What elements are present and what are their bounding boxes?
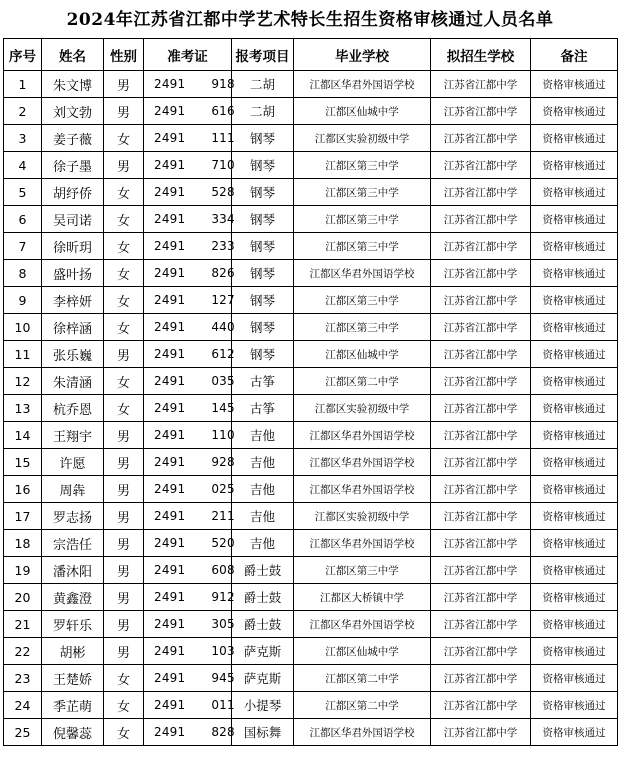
cell-note: 资格审核通过 bbox=[531, 557, 618, 584]
table-row bbox=[4, 530, 618, 557]
header-target-school: 拟招生学校 bbox=[431, 39, 531, 71]
table-row bbox=[4, 206, 618, 233]
header-graduate-school: 毕业学校 bbox=[294, 39, 431, 71]
exam-number-prefix: 2491 bbox=[154, 185, 186, 199]
exam-number-prefix: 2491 bbox=[154, 536, 186, 550]
exam-number-prefix: 2491 bbox=[154, 428, 186, 442]
cell-subject: 二胡 bbox=[232, 98, 294, 125]
table-row bbox=[4, 719, 618, 746]
cell-target-school: 江苏省江都中学 bbox=[431, 665, 531, 692]
cell-no: 7 bbox=[4, 233, 42, 260]
cell-graduate-school: 江都区华君外国语学校 bbox=[294, 611, 431, 638]
cell-note: 资格审核通过 bbox=[531, 71, 618, 98]
exam-number-prefix: 2491 bbox=[154, 77, 186, 91]
cell-name: 徐梓涵 bbox=[42, 314, 104, 341]
cell-no: 14 bbox=[4, 422, 42, 449]
exam-number-suffix: 945 bbox=[211, 671, 235, 685]
cell-graduate-school: 江都区第三中学 bbox=[294, 233, 431, 260]
cell-note: 资格审核通过 bbox=[531, 179, 618, 206]
cell-subject: 爵士鼓 bbox=[232, 557, 294, 584]
exam-number-suffix: 826 bbox=[211, 266, 235, 280]
cell-exam-number bbox=[144, 206, 235, 233]
cell-target-school: 江苏省江都中学 bbox=[431, 611, 531, 638]
cell-exam-number bbox=[144, 152, 235, 179]
cell-exam-number bbox=[144, 665, 235, 692]
cell-gender: 男 bbox=[104, 530, 144, 557]
cell-target-school: 江苏省江都中学 bbox=[431, 719, 531, 746]
cell-note: 资格审核通过 bbox=[531, 719, 618, 746]
cell-graduate-school: 江都区第三中学 bbox=[294, 179, 431, 206]
cell-exam-number bbox=[144, 125, 235, 152]
exam-number-suffix: 710 bbox=[211, 158, 235, 172]
exam-number-suffix: 440 bbox=[211, 320, 235, 334]
cell-note: 资格审核通过 bbox=[531, 692, 618, 719]
cell-exam-number bbox=[144, 287, 235, 314]
exam-number-suffix: 127 bbox=[211, 293, 235, 307]
cell-name: 盛叶扬 bbox=[42, 260, 104, 287]
cell-name: 徐昕玥 bbox=[42, 233, 104, 260]
cell-gender: 男 bbox=[104, 98, 144, 125]
cell-graduate-school: 江都区大桥镇中学 bbox=[294, 584, 431, 611]
exam-number-prefix: 2491 bbox=[154, 644, 186, 658]
cell-target-school: 江苏省江都中学 bbox=[431, 125, 531, 152]
cell-graduate-school: 江都区华君外国语学校 bbox=[294, 449, 431, 476]
cell-note: 资格审核通过 bbox=[531, 260, 618, 287]
cell-gender: 男 bbox=[104, 584, 144, 611]
exam-number-prefix: 2491 bbox=[154, 698, 186, 712]
table-row bbox=[4, 476, 618, 503]
table-row bbox=[4, 152, 618, 179]
cell-note: 资格审核通过 bbox=[531, 611, 618, 638]
cell-no: 9 bbox=[4, 287, 42, 314]
cell-exam-number bbox=[144, 233, 235, 260]
table-row bbox=[4, 557, 618, 584]
cell-gender: 男 bbox=[104, 503, 144, 530]
cell-no: 24 bbox=[4, 692, 42, 719]
cell-exam-number bbox=[144, 98, 235, 125]
cell-gender: 男 bbox=[104, 422, 144, 449]
cell-graduate-school: 江都区华君外国语学校 bbox=[294, 71, 431, 98]
cell-subject: 钢琴 bbox=[232, 287, 294, 314]
cell-no: 18 bbox=[4, 530, 42, 557]
cell-name: 杭乔恩 bbox=[42, 395, 104, 422]
cell-gender: 男 bbox=[104, 449, 144, 476]
cell-gender: 女 bbox=[104, 179, 144, 206]
cell-target-school: 江苏省江都中学 bbox=[431, 341, 531, 368]
table-row bbox=[4, 611, 618, 638]
cell-gender: 女 bbox=[104, 260, 144, 287]
cell-exam-number bbox=[144, 422, 235, 449]
cell-subject: 钢琴 bbox=[232, 314, 294, 341]
table-row bbox=[4, 233, 618, 260]
cell-name: 罗志扬 bbox=[42, 503, 104, 530]
cell-subject: 小提琴 bbox=[232, 692, 294, 719]
cell-graduate-school: 江都区第二中学 bbox=[294, 368, 431, 395]
cell-graduate-school: 江都区华君外国语学校 bbox=[294, 422, 431, 449]
table-row bbox=[4, 422, 618, 449]
cell-graduate-school: 江都区仙城中学 bbox=[294, 341, 431, 368]
cell-name: 罗轩乐 bbox=[42, 611, 104, 638]
cell-note: 资格审核通过 bbox=[531, 341, 618, 368]
cell-note: 资格审核通过 bbox=[531, 638, 618, 665]
header-subject: 报考项目 bbox=[232, 39, 294, 71]
cell-subject: 钢琴 bbox=[232, 341, 294, 368]
cell-name: 季芷萌 bbox=[42, 692, 104, 719]
exam-number-suffix: 612 bbox=[211, 347, 235, 361]
cell-subject: 古筝 bbox=[232, 395, 294, 422]
exam-number-prefix: 2491 bbox=[154, 482, 186, 496]
cell-target-school: 江苏省江都中学 bbox=[431, 692, 531, 719]
cell-graduate-school: 江都区仙城中学 bbox=[294, 638, 431, 665]
cell-name: 张乐巍 bbox=[42, 341, 104, 368]
cell-exam-number bbox=[144, 611, 235, 638]
cell-target-school: 江苏省江都中学 bbox=[431, 233, 531, 260]
cell-name: 黄鑫澄 bbox=[42, 584, 104, 611]
cell-note: 资格审核通过 bbox=[531, 206, 618, 233]
cell-no: 25 bbox=[4, 719, 42, 746]
cell-name: 许愿 bbox=[42, 449, 104, 476]
cell-exam-number bbox=[144, 314, 235, 341]
cell-gender: 男 bbox=[104, 557, 144, 584]
cell-note: 资格审核通过 bbox=[531, 530, 618, 557]
cell-no: 12 bbox=[4, 368, 42, 395]
exam-number-prefix: 2491 bbox=[154, 266, 186, 280]
exam-number-prefix: 2491 bbox=[154, 725, 186, 739]
cell-exam-number bbox=[144, 71, 235, 98]
table-row bbox=[4, 71, 618, 98]
table-row bbox=[4, 503, 618, 530]
cell-name: 徐子墨 bbox=[42, 152, 104, 179]
cell-name: 倪馨蕊 bbox=[42, 719, 104, 746]
cell-note: 资格审核通过 bbox=[531, 476, 618, 503]
cell-target-school: 江苏省江都中学 bbox=[431, 395, 531, 422]
exam-number-suffix: 211 bbox=[211, 509, 235, 523]
exam-number-suffix: 828 bbox=[211, 725, 235, 739]
cell-exam-number bbox=[144, 260, 235, 287]
table-row bbox=[4, 665, 618, 692]
cell-graduate-school: 江都区华君外国语学校 bbox=[294, 476, 431, 503]
cell-no: 15 bbox=[4, 449, 42, 476]
cell-gender: 男 bbox=[104, 71, 144, 98]
header-no: 序号 bbox=[4, 39, 42, 71]
cell-subject: 钢琴 bbox=[232, 260, 294, 287]
cell-no: 4 bbox=[4, 152, 42, 179]
exam-number-prefix: 2491 bbox=[154, 455, 186, 469]
exam-number-prefix: 2491 bbox=[154, 617, 186, 631]
cell-subject: 萨克斯 bbox=[232, 638, 294, 665]
cell-subject: 吉他 bbox=[232, 422, 294, 449]
cell-name: 刘文勃 bbox=[42, 98, 104, 125]
cell-gender: 男 bbox=[104, 341, 144, 368]
cell-subject: 吉他 bbox=[232, 449, 294, 476]
cell-exam-number bbox=[144, 503, 235, 530]
exam-number-prefix: 2491 bbox=[154, 158, 186, 172]
cell-target-school: 江苏省江都中学 bbox=[431, 530, 531, 557]
cell-exam-number bbox=[144, 530, 235, 557]
exam-number-suffix: 616 bbox=[211, 104, 235, 118]
exam-number-suffix: 912 bbox=[211, 590, 235, 604]
table-body bbox=[4, 71, 618, 746]
cell-exam-number bbox=[144, 719, 235, 746]
exam-number-prefix: 2491 bbox=[154, 239, 186, 253]
table-row bbox=[4, 449, 618, 476]
cell-subject: 钢琴 bbox=[232, 206, 294, 233]
cell-target-school: 江苏省江都中学 bbox=[431, 287, 531, 314]
cell-target-school: 江苏省江都中学 bbox=[431, 152, 531, 179]
cell-graduate-school: 江都区第三中学 bbox=[294, 152, 431, 179]
exam-number-prefix: 2491 bbox=[154, 590, 186, 604]
cell-note: 资格审核通过 bbox=[531, 125, 618, 152]
cell-gender: 女 bbox=[104, 287, 144, 314]
header-gender: 性别 bbox=[104, 39, 144, 71]
cell-target-school: 江苏省江都中学 bbox=[431, 476, 531, 503]
exam-number-prefix: 2491 bbox=[154, 347, 186, 361]
cell-gender: 女 bbox=[104, 692, 144, 719]
cell-exam-number bbox=[144, 368, 235, 395]
cell-name: 王翔宇 bbox=[42, 422, 104, 449]
cell-graduate-school: 江都区华君外国语学校 bbox=[294, 719, 431, 746]
cell-target-school: 江苏省江都中学 bbox=[431, 449, 531, 476]
cell-subject: 吉他 bbox=[232, 476, 294, 503]
exam-number-prefix: 2491 bbox=[154, 131, 186, 145]
cell-target-school: 江苏省江都中学 bbox=[431, 638, 531, 665]
exam-number-suffix: 035 bbox=[211, 374, 235, 388]
cell-no: 2 bbox=[4, 98, 42, 125]
table-row bbox=[4, 179, 618, 206]
table-row bbox=[4, 638, 618, 665]
cell-exam-number bbox=[144, 449, 235, 476]
cell-gender: 女 bbox=[104, 665, 144, 692]
cell-name: 朱清涵 bbox=[42, 368, 104, 395]
cell-exam-number bbox=[144, 584, 235, 611]
table-row bbox=[4, 125, 618, 152]
cell-name: 吴司诺 bbox=[42, 206, 104, 233]
cell-subject: 国标舞 bbox=[232, 719, 294, 746]
exam-number-prefix: 2491 bbox=[154, 401, 186, 415]
cell-name: 李梓妍 bbox=[42, 287, 104, 314]
exam-number-prefix: 2491 bbox=[154, 293, 186, 307]
cell-note: 资格审核通过 bbox=[531, 98, 618, 125]
cell-subject: 萨克斯 bbox=[232, 665, 294, 692]
cell-subject: 钢琴 bbox=[232, 152, 294, 179]
cell-target-school: 江苏省江都中学 bbox=[431, 98, 531, 125]
cell-no: 21 bbox=[4, 611, 42, 638]
cell-no: 8 bbox=[4, 260, 42, 287]
cell-subject: 爵士鼓 bbox=[232, 611, 294, 638]
cell-note: 资格审核通过 bbox=[531, 368, 618, 395]
cell-graduate-school: 江都区仙城中学 bbox=[294, 98, 431, 125]
cell-graduate-school: 江都区第三中学 bbox=[294, 557, 431, 584]
cell-target-school: 江苏省江都中学 bbox=[431, 179, 531, 206]
cell-exam-number bbox=[144, 341, 235, 368]
cell-graduate-school: 江都区第三中学 bbox=[294, 287, 431, 314]
cell-no: 23 bbox=[4, 665, 42, 692]
exam-number-suffix: 233 bbox=[211, 239, 235, 253]
exam-number-prefix: 2491 bbox=[154, 104, 186, 118]
cell-note: 资格审核通过 bbox=[531, 314, 618, 341]
exam-number-suffix: 334 bbox=[211, 212, 235, 226]
cell-name: 王楚娇 bbox=[42, 665, 104, 692]
cell-subject: 钢琴 bbox=[232, 179, 294, 206]
cell-graduate-school: 江都区第三中学 bbox=[294, 206, 431, 233]
cell-gender: 女 bbox=[104, 206, 144, 233]
cell-note: 资格审核通过 bbox=[531, 152, 618, 179]
exam-number-suffix: 928 bbox=[211, 455, 235, 469]
cell-subject: 吉他 bbox=[232, 530, 294, 557]
exam-number-suffix: 305 bbox=[211, 617, 235, 631]
cell-gender: 女 bbox=[104, 719, 144, 746]
cell-no: 20 bbox=[4, 584, 42, 611]
table-row bbox=[4, 314, 618, 341]
cell-no: 10 bbox=[4, 314, 42, 341]
cell-graduate-school: 江都区实验初级中学 bbox=[294, 125, 431, 152]
cell-exam-number bbox=[144, 476, 235, 503]
table-row bbox=[4, 287, 618, 314]
cell-gender: 女 bbox=[104, 368, 144, 395]
exam-number-prefix: 2491 bbox=[154, 509, 186, 523]
exam-number-suffix: 608 bbox=[211, 563, 235, 577]
cell-exam-number bbox=[144, 179, 235, 206]
cell-target-school: 江苏省江都中学 bbox=[431, 557, 531, 584]
exam-number-suffix: 011 bbox=[211, 698, 235, 712]
cell-no: 3 bbox=[4, 125, 42, 152]
cell-gender: 男 bbox=[104, 152, 144, 179]
cell-no: 11 bbox=[4, 341, 42, 368]
cell-target-school: 江苏省江都中学 bbox=[431, 503, 531, 530]
cell-gender: 男 bbox=[104, 611, 144, 638]
cell-gender: 女 bbox=[104, 395, 144, 422]
cell-target-school: 江苏省江都中学 bbox=[431, 584, 531, 611]
cell-subject: 钢琴 bbox=[232, 125, 294, 152]
cell-subject: 吉他 bbox=[232, 503, 294, 530]
cell-target-school: 江苏省江都中学 bbox=[431, 422, 531, 449]
cell-subject: 二胡 bbox=[232, 71, 294, 98]
cell-target-school: 江苏省江都中学 bbox=[431, 260, 531, 287]
exam-number-suffix: 025 bbox=[211, 482, 235, 496]
cell-no: 5 bbox=[4, 179, 42, 206]
cell-exam-number bbox=[144, 692, 235, 719]
cell-target-school: 江苏省江都中学 bbox=[431, 368, 531, 395]
cell-note: 资格审核通过 bbox=[531, 449, 618, 476]
cell-note: 资格审核通过 bbox=[531, 233, 618, 260]
cell-no: 16 bbox=[4, 476, 42, 503]
cell-name: 姜子薇 bbox=[42, 125, 104, 152]
table-row bbox=[4, 98, 618, 125]
cell-note: 资格审核通过 bbox=[531, 503, 618, 530]
cell-target-school: 江苏省江都中学 bbox=[431, 206, 531, 233]
cell-exam-number bbox=[144, 557, 235, 584]
cell-no: 1 bbox=[4, 71, 42, 98]
header-note: 备注 bbox=[531, 39, 618, 71]
document-title: 2024年江苏省江都中学艺术特长生招生资格审核通过人员名单 bbox=[66, 10, 554, 30]
table-row bbox=[4, 341, 618, 368]
cell-graduate-school: 江都区华君外国语学校 bbox=[294, 530, 431, 557]
exam-number-prefix: 2491 bbox=[154, 320, 186, 334]
cell-gender: 女 bbox=[104, 314, 144, 341]
header-exam-number: 准考证 bbox=[144, 39, 232, 71]
table-row bbox=[4, 260, 618, 287]
cell-exam-number bbox=[144, 638, 235, 665]
cell-exam-number bbox=[144, 395, 235, 422]
exam-number-suffix: 528 bbox=[211, 185, 235, 199]
table-row bbox=[4, 368, 618, 395]
cell-no: 22 bbox=[4, 638, 42, 665]
cell-note: 资格审核通过 bbox=[531, 395, 618, 422]
admission-table bbox=[3, 38, 618, 746]
exam-number-suffix: 111 bbox=[211, 131, 235, 145]
table-header-row bbox=[4, 39, 618, 71]
cell-gender: 女 bbox=[104, 125, 144, 152]
cell-no: 13 bbox=[4, 395, 42, 422]
table-row bbox=[4, 584, 618, 611]
exam-number-suffix: 103 bbox=[211, 644, 235, 658]
cell-graduate-school: 江都区第二中学 bbox=[294, 692, 431, 719]
table-row bbox=[4, 692, 618, 719]
cell-graduate-school: 江都区第三中学 bbox=[294, 314, 431, 341]
cell-name: 潘沐阳 bbox=[42, 557, 104, 584]
exam-number-prefix: 2491 bbox=[154, 671, 186, 685]
table-row bbox=[4, 395, 618, 422]
cell-name: 朱文博 bbox=[42, 71, 104, 98]
exam-number-suffix: 918 bbox=[211, 77, 235, 91]
cell-no: 6 bbox=[4, 206, 42, 233]
cell-name: 胡纾侨 bbox=[42, 179, 104, 206]
cell-graduate-school: 江都区实验初级中学 bbox=[294, 503, 431, 530]
exam-number-suffix: 145 bbox=[211, 401, 235, 415]
cell-gender: 男 bbox=[104, 476, 144, 503]
cell-note: 资格审核通过 bbox=[531, 287, 618, 314]
cell-target-school: 江苏省江都中学 bbox=[431, 314, 531, 341]
cell-no: 17 bbox=[4, 503, 42, 530]
cell-note: 资格审核通过 bbox=[531, 665, 618, 692]
cell-target-school: 江苏省江都中学 bbox=[431, 71, 531, 98]
cell-name: 周犇 bbox=[42, 476, 104, 503]
cell-subject: 古筝 bbox=[232, 368, 294, 395]
cell-subject: 爵士鼓 bbox=[232, 584, 294, 611]
cell-gender: 女 bbox=[104, 233, 144, 260]
cell-note: 资格审核通过 bbox=[531, 584, 618, 611]
exam-number-suffix: 520 bbox=[211, 536, 235, 550]
cell-gender: 男 bbox=[104, 638, 144, 665]
exam-number-prefix: 2491 bbox=[154, 563, 186, 577]
cell-no: 19 bbox=[4, 557, 42, 584]
cell-graduate-school: 江都区第二中学 bbox=[294, 665, 431, 692]
cell-graduate-school: 江都区实验初级中学 bbox=[294, 395, 431, 422]
exam-number-suffix: 110 bbox=[211, 428, 235, 442]
exam-number-prefix: 2491 bbox=[154, 374, 186, 388]
header-name: 姓名 bbox=[42, 39, 104, 71]
cell-graduate-school: 江都区华君外国语学校 bbox=[294, 260, 431, 287]
exam-number-prefix: 2491 bbox=[154, 212, 186, 226]
cell-subject: 钢琴 bbox=[232, 233, 294, 260]
cell-name: 胡彬 bbox=[42, 638, 104, 665]
cell-name: 宗浩任 bbox=[42, 530, 104, 557]
cell-note: 资格审核通过 bbox=[531, 422, 618, 449]
